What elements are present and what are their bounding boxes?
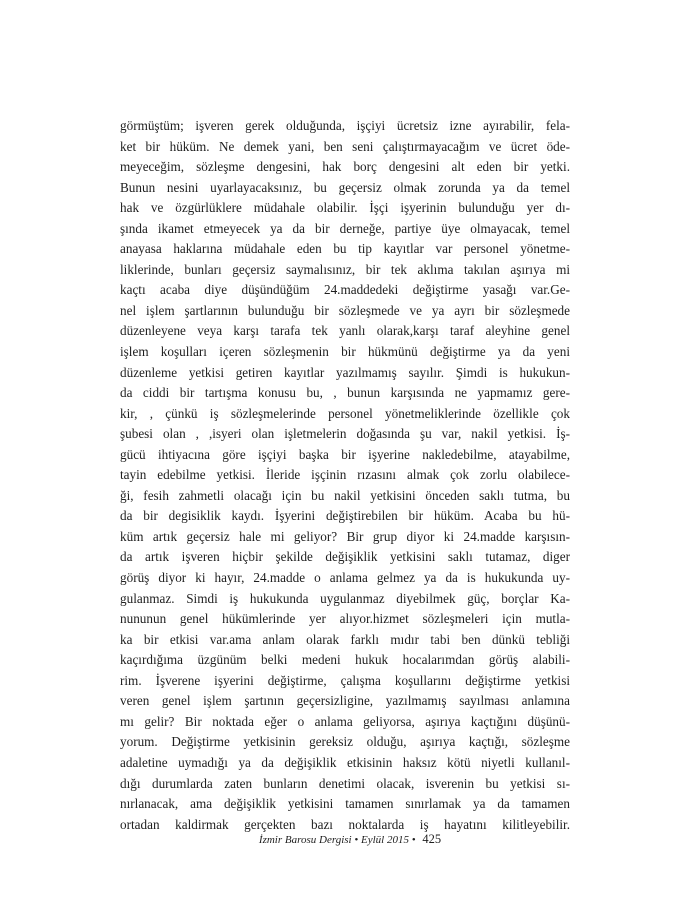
text-line: dığı durumlarda zaten bunların denetimi olacak, isverenin bu yetkisi sı- — [120, 775, 570, 791]
text-line: liklerinde, bunları geçersiz saymalısınız, bir tek aklıma takılan aşırıya mi — [120, 261, 570, 277]
text-line: meyeceğim, sözleşme dengesini, hak borç dengesini alt eden bir yetki. — [120, 159, 570, 175]
text-line: kaçtı acaba diye düşündüğüm 24.maddedeki değiştirme yasağı var.Ge- — [120, 282, 570, 298]
text-line: tayin edebilme yetkisi. İleride işçinin rızasını almak çok zorlu olabilece- — [120, 467, 570, 483]
page-footer — [0, 832, 700, 847]
text-line: mı gelir? Bir noktada eğer o anlama geliyorsa, aşırıya kaçtığını düşünü- — [120, 713, 570, 729]
footer-separator: • — [354, 834, 359, 846]
text-line: kaçırdığıma üzgünüm belki medeni hukuk hocalarımdan görüş alabili- — [120, 652, 570, 668]
text-line: yorum. Değiştirme yetkisinin gereksiz olduğu, aşırıya kaçtığı, sözleşme — [120, 734, 570, 750]
text-line: düzenleyene veya karşı tarafa tek yanlı olarak,karşı taraf aleyhine genel — [120, 323, 570, 339]
body-text — [120, 116, 570, 835]
text-line: kir, , çünkü iş sözleşmelerinde personel yönetmeliklerinde özellikle çok — [120, 405, 570, 421]
page-number: 425 — [422, 832, 442, 846]
text-line: Bunun nesini uyarlayacaksınız, bu geçersiz olmak zorunda ya da temel — [120, 179, 570, 195]
text-line: ka bir etkisi var.ama anlam olarak farklı mıdır tabi ben dünkü tebliği — [120, 631, 570, 647]
text-line: gücü ihtiyacına göre işçiyi başka bir işyerine nakledebilme, atayabilme, — [120, 446, 570, 462]
text-line: görmüştüm; işveren gerek olduğunda, işçiyi ücretsiz izne ayırabilir, fela- — [120, 118, 570, 133]
text-line: ği, fesih zahmetli olacağı için bu nakil yetkisini önceden saklı tutma, bu — [120, 487, 570, 503]
text-line: nırlanacak, ama değişiklik yetkisini tamamen sınırlamak ya da tamamen — [120, 796, 570, 812]
text-line: da ciddi bir tartışma konusu bu, , bunun karşısında ne yapmamız gere- — [120, 385, 570, 401]
footer-journal-name: İzmir Barosu Dergisi — [258, 834, 352, 846]
text-line: rim. İşverene işyerini değiştirme, çalışma koşullarını değiştirme yetkisi — [120, 672, 570, 688]
text-line: nel işlem şartlarının bulunduğu bir sözleşmede ve ya ayrı bir sözleşmede — [120, 302, 570, 318]
text-line: ortadan kaldirmak gerçekten bazı noktalarda iş hayatını kilitleyebilir. — [120, 816, 570, 832]
footer-separator-2: • — [411, 834, 416, 846]
text-line: adaletine uymadığı ya da değişiklik etkisinin haksız kötü niyetli kullanıl- — [120, 754, 570, 770]
text-line: görüş diyor ki hayır, 24.madde o anlama gelmez ya da is hukukunda uy- — [120, 570, 570, 586]
text-line: küm artık geçersiz hale mi geliyor? Bir grup diyor ki 24.madde karşısın- — [120, 528, 570, 544]
text-line: da artık işveren hiçbir şekilde değişiklik yetkisini saklı tutamaz, diger — [120, 549, 570, 565]
text-line: şubesi olan , ,isyeri olan işletmelerin doğasında şu var, nakil yetkisi. İş- — [120, 426, 570, 442]
text-line: ket bir hüküm. Ne demek yani, ben seni çalıştırmayacağım ve ücret öde- — [120, 138, 570, 154]
text-line: işlem koşulları içeren sözleşmenin bir hükmünü değiştirme ya da yeni — [120, 344, 570, 360]
text-line: da bir degisiklik kaydı. İşyerini değiştirebilen bir hüküm. Acaba bu hü- — [120, 508, 570, 524]
text-line: şında ikamet etmeyecek ya da bir derneğe, partiye üye olmayacak, temel — [120, 220, 570, 236]
text-line: hak ve özgürlüklere müdahale olabilir. İşçi işyerinin bulunduğu yer dı- — [120, 200, 570, 216]
text-line: gulanmaz. Simdi iş hukukunda uygulanmaz diyebilmek güç, borçlar Ka- — [120, 590, 570, 606]
text-line: düzenleme yetkisi getiren kayıtlar yazılmamış sayılır. Şimdi is hukukun- — [120, 364, 570, 380]
text-line: nununun genel hükümlerinde yer alıyor.hizmet sözleşmeleri için mutla- — [120, 611, 570, 627]
text-line: anayasa haklarına müdahale eden bu tip kayıtlar var personel yönetme- — [120, 241, 570, 257]
text-line: veren genel işlem şartının geçersizligine, yazılmamış sayılması anlamına — [120, 693, 570, 709]
footer-issue-date: Eylül 2015 — [360, 834, 409, 846]
